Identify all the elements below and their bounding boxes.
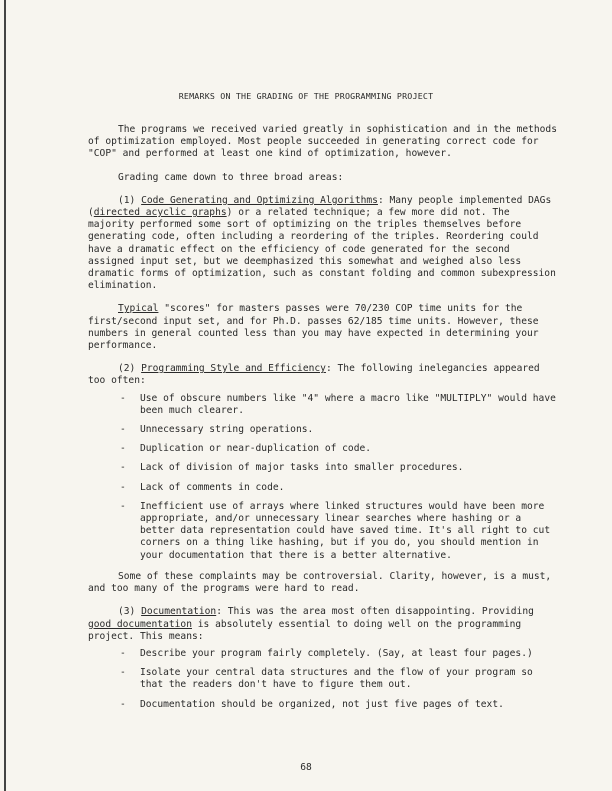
list-item <box>88 462 558 474</box>
page-title: REMARKS ON THE GRADING OF THE PROGRAMMING PROJECT <box>178 91 434 101</box>
intro-paragraph: The programs we received varied greatly in sophistication and in the methods of optimization employed. Most people succeeded in generating correct code for "COP" and performed at least one kind of optimization, however. <box>88 124 557 160</box>
bullet-dash: - <box>120 392 126 404</box>
list-item <box>88 667 558 691</box>
section-2-heading: Programming Style and Efficiency <box>141 363 326 375</box>
section-1-paragraph <box>88 195 558 293</box>
section-1-heading: Code Generating and Optimizing Algorithms <box>141 194 378 206</box>
section-1-text-a: Many people implemented DAGs ( <box>88 194 552 219</box>
grading-areas-intro: Grading came down to three broad areas: <box>118 171 344 183</box>
document-body <box>88 124 558 720</box>
bullet-dash: - <box>120 424 126 436</box>
complaints-paragraph: Some of these complaints may be controversial. Clarity, however, is a must, and too many of the programs were hard to read. <box>88 570 552 595</box>
scores-text: "scores" for masters passes were 70/230 COP time units for the first/second input set, and for Ph.D. passes 62/185 time units. However, these numbers in general counted less than you may have expected in determining your performance. <box>88 303 539 352</box>
bullet-dash: - <box>120 500 126 512</box>
page-number: 68 <box>300 762 312 773</box>
section-1-number: (1) <box>118 194 142 206</box>
scores-paragraph <box>88 303 558 352</box>
section-3-number: (3) <box>118 606 142 618</box>
section-2-paragraph <box>88 363 558 387</box>
list-item <box>88 648 558 660</box>
section-1-colon: : <box>377 194 390 206</box>
list-item-text: Lack of division of major tasks into smaller procedures. <box>140 462 464 474</box>
bullet-dash: - <box>120 667 126 679</box>
dag-term: directed acyclic graphs <box>93 207 227 219</box>
bullet-dash: - <box>120 462 126 474</box>
list-item-text: Documentation should be organized, not just five pages of text. <box>140 698 504 710</box>
section-3-text-b: is absolutely essential to doing well on the programming project. This means: <box>88 618 522 642</box>
list-item-text: Describe your program fairly completely. (Say, at least four pages.) <box>140 647 533 659</box>
documentation-list <box>88 648 558 711</box>
list-item <box>88 699 558 711</box>
style-issues-list <box>88 393 558 562</box>
section-3-paragraph <box>88 606 558 643</box>
typical-term: Typical <box>118 303 159 315</box>
list-item <box>88 393 558 417</box>
list-item-text: Lack of comments in code. <box>140 481 285 493</box>
list-item-text: Isolate your central data structures and the flow of your program so that the readers don't have to figure them out. <box>140 667 533 691</box>
bullet-dash: - <box>120 647 126 659</box>
list-item-text: Use of obscure numbers like "4" where a macro like "MULTIPLY" would have been much clearer. <box>140 392 556 416</box>
left-margin-rule <box>4 0 6 791</box>
section-1-text-b: ) or a related technique; a few more did not. The majority performed some sort of optimizing on the triples themselves before generating code, often including a reordering of the triples. Reordering could have a dramatic effect on the efficiency of code generated for the second assigned input set, but we deemphasized this somewhat and weighed also less dramatic forms of optimization, such as constant folding and common subexpression elimination. <box>88 207 556 292</box>
list-item <box>88 424 558 436</box>
bullet-dash: - <box>120 481 126 493</box>
section-3-heading: Documentation <box>141 606 217 618</box>
bullet-dash: - <box>120 443 126 455</box>
list-item-text: Inefficient use of arrays where linked structures would have been more appropriate, and/or unnecessary linear searches where hashing or a better data representation could have saved time. It's all right to cut corners on a thing like hashing, but if you do, you should mention in your documentation that there is a better alternative. <box>140 500 551 561</box>
section-2-text: The following inelegancies appeared too often: <box>88 363 540 387</box>
list-item-text: Unnecessary string operations. <box>140 424 314 436</box>
section-2-number: (2) <box>118 363 142 375</box>
list-item <box>88 482 558 494</box>
bullet-dash: - <box>120 698 126 710</box>
list-item-text: Duplication or near-duplication of code. <box>140 443 372 455</box>
section-3-colon: : <box>216 606 228 618</box>
list-item <box>88 501 558 562</box>
list-item <box>88 443 558 455</box>
section-3-text-a: This was the area most often disappointing. Providing <box>227 606 534 618</box>
good-documentation-term: good documentation <box>88 618 192 630</box>
section-2-colon: : <box>325 363 338 375</box>
